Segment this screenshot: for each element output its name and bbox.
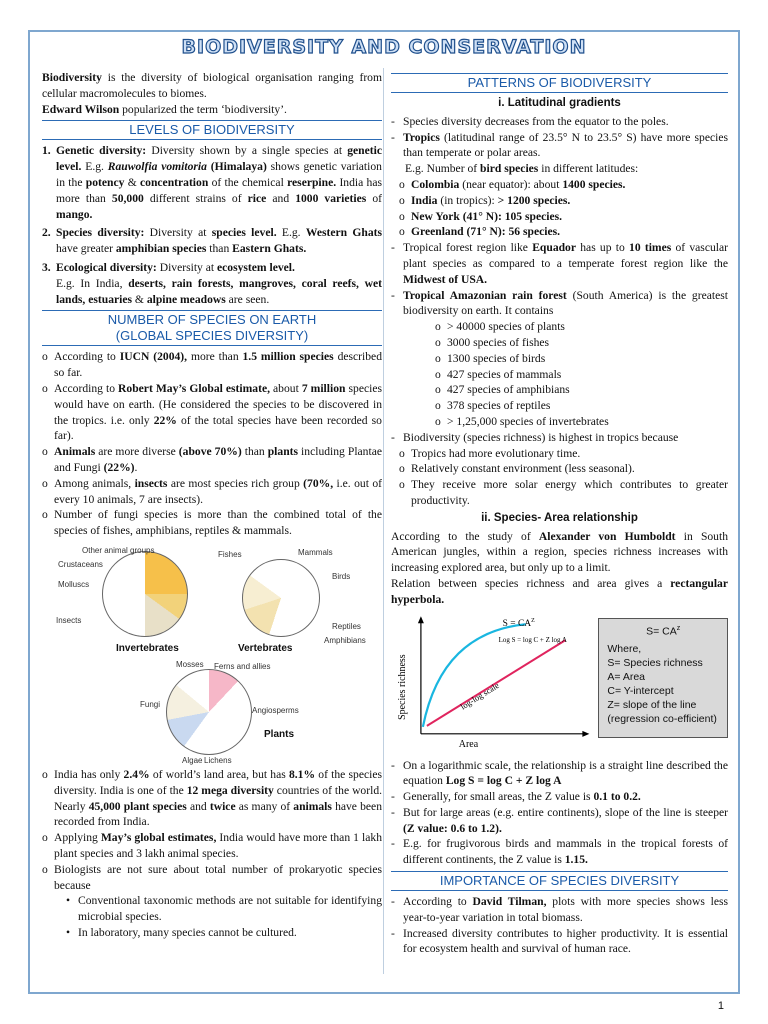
list-item: - Increased diversity contributes to higher productivity. It is essential for ecosystem health and survival of human race. <box>391 926 728 956</box>
formula-line: A= Area <box>607 671 646 683</box>
inv-label: Molluscs <box>58 579 90 589</box>
reason-item: o Relatively constant environment (less seasonal). <box>399 462 635 476</box>
list-item: - But for large areas (e.g. entire continents), slope of the line is steeper (Z value: 0.6 to 1.2). <box>391 805 728 835</box>
list-item: - Biodiversity (species richness) is highest in tropics because <box>391 430 679 444</box>
invertebrates-pie <box>102 551 188 637</box>
latitudinal-subheading: i. Latitudinal gradients <box>498 97 621 109</box>
inv-label: Other animal groups <box>82 545 155 555</box>
list-item: - According to David Tilman, plots with more species shows less year-to-year variation in total biomass. <box>391 895 729 924</box>
list-item: - E.g. for frugivorous birds and mammals in the tropical forests of different continents, the Z value is 1.15. <box>391 837 728 867</box>
vert-label: Amphibians <box>324 635 366 645</box>
latitude-item: o India (in tropics): > 1200 species. <box>399 193 571 207</box>
intro-wilson: Edward Wilson popularized the term ‘biodiversity’. <box>42 102 287 116</box>
left-column <box>42 70 382 941</box>
species-pie-figure <box>42 543 382 763</box>
list-item: o Applying May’s global estimates, India would have more than 1 lakh plant species and 3 lakh animal species. <box>42 831 382 860</box>
list-item: o According to IUCN (2004), more than 1.5 million species described so far. <box>42 350 382 380</box>
list-item: o India has only 2.4% of world’s land area, but has 8.1% of the species diversity. India is one of the 12 mega diversity countries of the world. Nearly 45,000 plant species and twice as many of animals have been recorded from India. <box>42 767 383 829</box>
plants-pie <box>166 669 252 755</box>
plant-label: Mosses <box>176 659 204 669</box>
formula-line: Z= slope of the line (regression co-efficient) <box>607 699 717 725</box>
amazon-item: o > 1,25,000 species of invertebrates <box>435 414 609 428</box>
list-item: - On a logarithmic scale, the relationship is a straight line described the equation Log S = log C + Z log A <box>391 758 728 788</box>
y-axis-arrow <box>418 616 424 623</box>
latitude-item: o Colombia (near equator): about 1400 species. <box>399 177 626 191</box>
bird-example: E.g. Number of bird species in different latitudes: <box>405 162 639 176</box>
formula-box <box>598 618 728 738</box>
list-item: - Tropics (latitudinal range of 23.5° N to 23.5° S) have more species than temperate or polar areas. <box>391 130 728 160</box>
amazon-item: o 427 species of mammals <box>435 367 562 381</box>
line-label: Log S = log C + Z log A <box>498 635 567 644</box>
list-item: o According to Robert May’s Global estimate, about 7 million species would have on earth. (He considered the species to be discovered in the tropics. i.e. only 22% of the total species have been recorded so far). <box>42 381 382 443</box>
intro-definition: Biodiversity is the diversity of biological organisation ranging from cellular macromolecules to biomes. <box>42 71 382 100</box>
level-ecological: 3. Ecological diversity: Diversity at ecosystem level. E.g. In India, deserts, rain forests, mangroves, coral reefs, wet lands, estuaries & alpine meadows are seen. <box>42 260 383 306</box>
list-item: o Number of fungi species is more than the combined total of the species of fishes, amphibians, reptiles & mammals. <box>42 508 382 538</box>
column-divider <box>383 68 384 974</box>
vertebrates-pie <box>242 559 320 637</box>
list-item: - Species diversity decreases from the equator to the poles. <box>391 114 669 128</box>
plant-label: Lichens <box>204 755 232 765</box>
levels-header: LEVELS OF BIODIVERSITY <box>42 120 382 140</box>
vert-label: Fishes <box>218 549 242 559</box>
formula-line: C= Y-intercept <box>607 685 674 697</box>
plant-label: Fungi <box>140 699 161 709</box>
plant-label: Ferns and allies <box>214 661 271 671</box>
list-item: o Animals are more diverse (above 70%) than plants including Plantae and Fungi (22%). <box>42 445 382 474</box>
humboldt-paragraph: According to the study of Alexander von Humboldt in South American jungles, within a region, species richness increases with increasing explored area, but only up to a limit. <box>391 529 728 575</box>
formula-line: S= Species richness <box>607 657 703 669</box>
vert-label: Reptiles <box>332 621 361 631</box>
list-item: o Among animals, insects are most species rich group (70%, i.e. out of every 10 animals, 7 are insects). <box>42 476 382 506</box>
latitude-item: o New York (41° N): 105 species. <box>399 209 563 223</box>
y-axis-label: Species richness <box>396 653 408 720</box>
formula-line: Where, <box>607 643 642 655</box>
vert-label: Mammals <box>298 547 333 557</box>
inv-label: Crustaceans <box>58 559 103 569</box>
list-item: o Biologists are not sure about total number of prokaryotic species because <box>42 862 382 892</box>
level-genetic: 1. Genetic diversity: Diversity shown by a single species at genetic level. E.g. Rauwolfia vomitoria (Himalaya) shows genetic variation in the potency & concentration of the chemical reserpine. India has more than 50,000 different strains of rice and 1000 varieties of mango. <box>42 144 383 221</box>
inv-label: Insects <box>56 615 82 625</box>
species-area-graph <box>391 612 590 752</box>
list-item: - Tropical forest region like Equador has up to 10 times of vascular plant species as compared to a temperate forest region like the Midwest of USA. <box>391 241 728 286</box>
species-area-subheading: ii. Species- Area relationship <box>481 511 638 524</box>
page-frame <box>28 30 740 994</box>
plant-title: Plants <box>264 728 295 740</box>
importance-header: IMPORTANCE OF SPECIES DIVERSITY <box>391 871 728 891</box>
inv-title: Invertebrates <box>116 642 179 654</box>
reason-item: o They receive more solar energy which contributes to greater productivity. <box>399 478 728 507</box>
list-item: - Generally, for small areas, the Z value is 0.1 to 0.2. <box>391 790 641 804</box>
patterns-header: PATTERNS OF BIODIVERSITY <box>391 73 728 93</box>
loglog-label: log-log scale <box>458 679 501 712</box>
page-title: BIODIVERSITY AND CONSERVATION <box>181 36 587 58</box>
curve-label: $S = CA^Z$ <box>502 617 535 629</box>
amazon-item: o 427 species of amphibians <box>435 383 570 397</box>
vert-label: Birds <box>332 571 351 581</box>
amazon-item: o 1300 species of birds <box>435 351 546 365</box>
level-species: 2. Species diversity: Diversity at species level. E.g. Western Ghats have greater amphibian species than Eastern Ghats. <box>42 226 382 256</box>
right-column <box>391 70 728 957</box>
reason-item: o Tropics had more evolutionary time. <box>399 446 581 460</box>
plant-label: Angiosperms <box>252 705 299 715</box>
amazon-item: o 3000 species of fishes <box>435 335 550 349</box>
species-number-header: NUMBER OF SPECIES ON EARTH (GLOBAL SPECIES DIVERSITY) <box>42 310 382 346</box>
amazon-item: o > 40000 species of plants <box>435 320 565 334</box>
sub-list-item: • Conventional taxonomic methods are not suitable for identifying microbial species. <box>66 894 382 924</box>
sub-list-item: • In laboratory, many species cannot be cultured. <box>66 925 297 939</box>
hyperbola-paragraph: Relation between species richness and area gives a rectangular hyperbola. <box>391 576 728 606</box>
plant-label: Algae <box>182 755 203 765</box>
amazon-item: o 378 species of reptiles <box>435 399 551 413</box>
list-item: - Tropical Amazonian rain forest (South America) is the greatest biodiversity on earth. It contains <box>391 288 728 318</box>
page-number: 1 <box>717 1000 724 1012</box>
x-axis-arrow <box>582 730 589 736</box>
formula-heading: $S= CA^z$ <box>646 624 681 637</box>
x-axis-label: Area <box>458 738 479 750</box>
species-area-figure <box>391 612 728 752</box>
latitude-item: o Greenland (71° N): 56 species. <box>399 225 561 239</box>
vert-title: Vertebrates <box>238 642 293 654</box>
